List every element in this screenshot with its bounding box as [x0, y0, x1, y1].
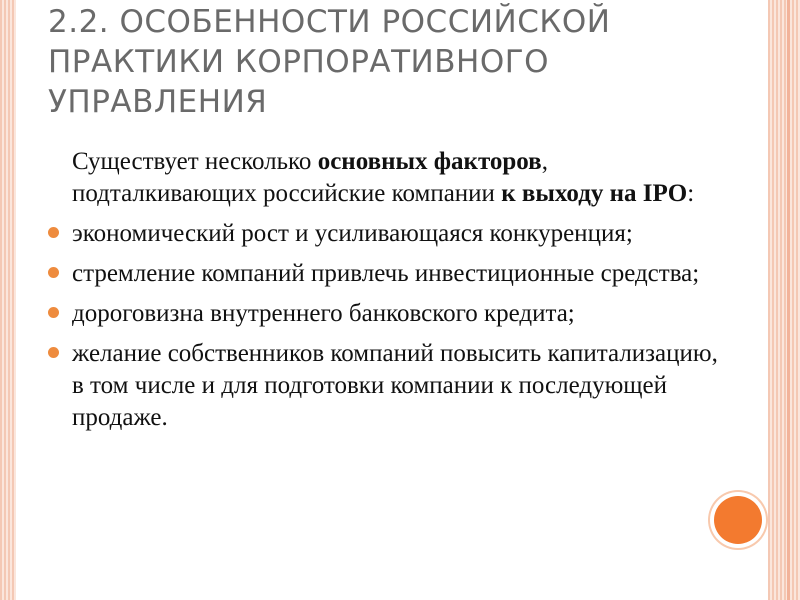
- right-decorative-border: [768, 0, 800, 600]
- list-item: [48, 218, 728, 250]
- list-item: [48, 338, 728, 434]
- right-border-line: [787, 0, 790, 600]
- intro-bold-1: основных факторов: [317, 148, 542, 175]
- slide-content: [48, 146, 728, 442]
- intro-text-1: Существует несколько: [72, 148, 318, 175]
- intro-bold-2: к выходу на IPO: [501, 180, 688, 207]
- decorative-circle-icon: [714, 496, 762, 544]
- bullet-text: экономический рост и усиливающаяся конкуренция;: [72, 220, 633, 247]
- intro-text-2: , подталкивающих российские компании: [72, 148, 548, 207]
- bullet-text: дороговизна внутреннего банковского кредита;: [72, 300, 575, 327]
- intro-paragraph: [48, 146, 728, 210]
- bullet-text: желание собственников компаний повысить капитализацию, в том числе и для подготовки компании к последующей продаже.: [72, 340, 718, 431]
- list-item: [48, 298, 728, 330]
- bullet-dot-icon: [48, 347, 59, 358]
- list-item: [48, 258, 728, 290]
- bullet-text: стремление компаний привлечь инвестиционные средства;: [72, 260, 700, 287]
- bullet-dot-icon: [48, 267, 59, 278]
- left-decorative-border: [0, 0, 16, 600]
- slide-title: 2.2. ОСОБЕННОСТИ РОССИЙСКОЙ ПРАКТИКИ КОРПОРАТИВНОГО УПРАВЛЕНИЯ: [48, 4, 611, 120]
- bullet-dot-icon: [48, 307, 59, 318]
- intro-text-3: :: [687, 180, 695, 207]
- bullet-dot-icon: [48, 227, 59, 238]
